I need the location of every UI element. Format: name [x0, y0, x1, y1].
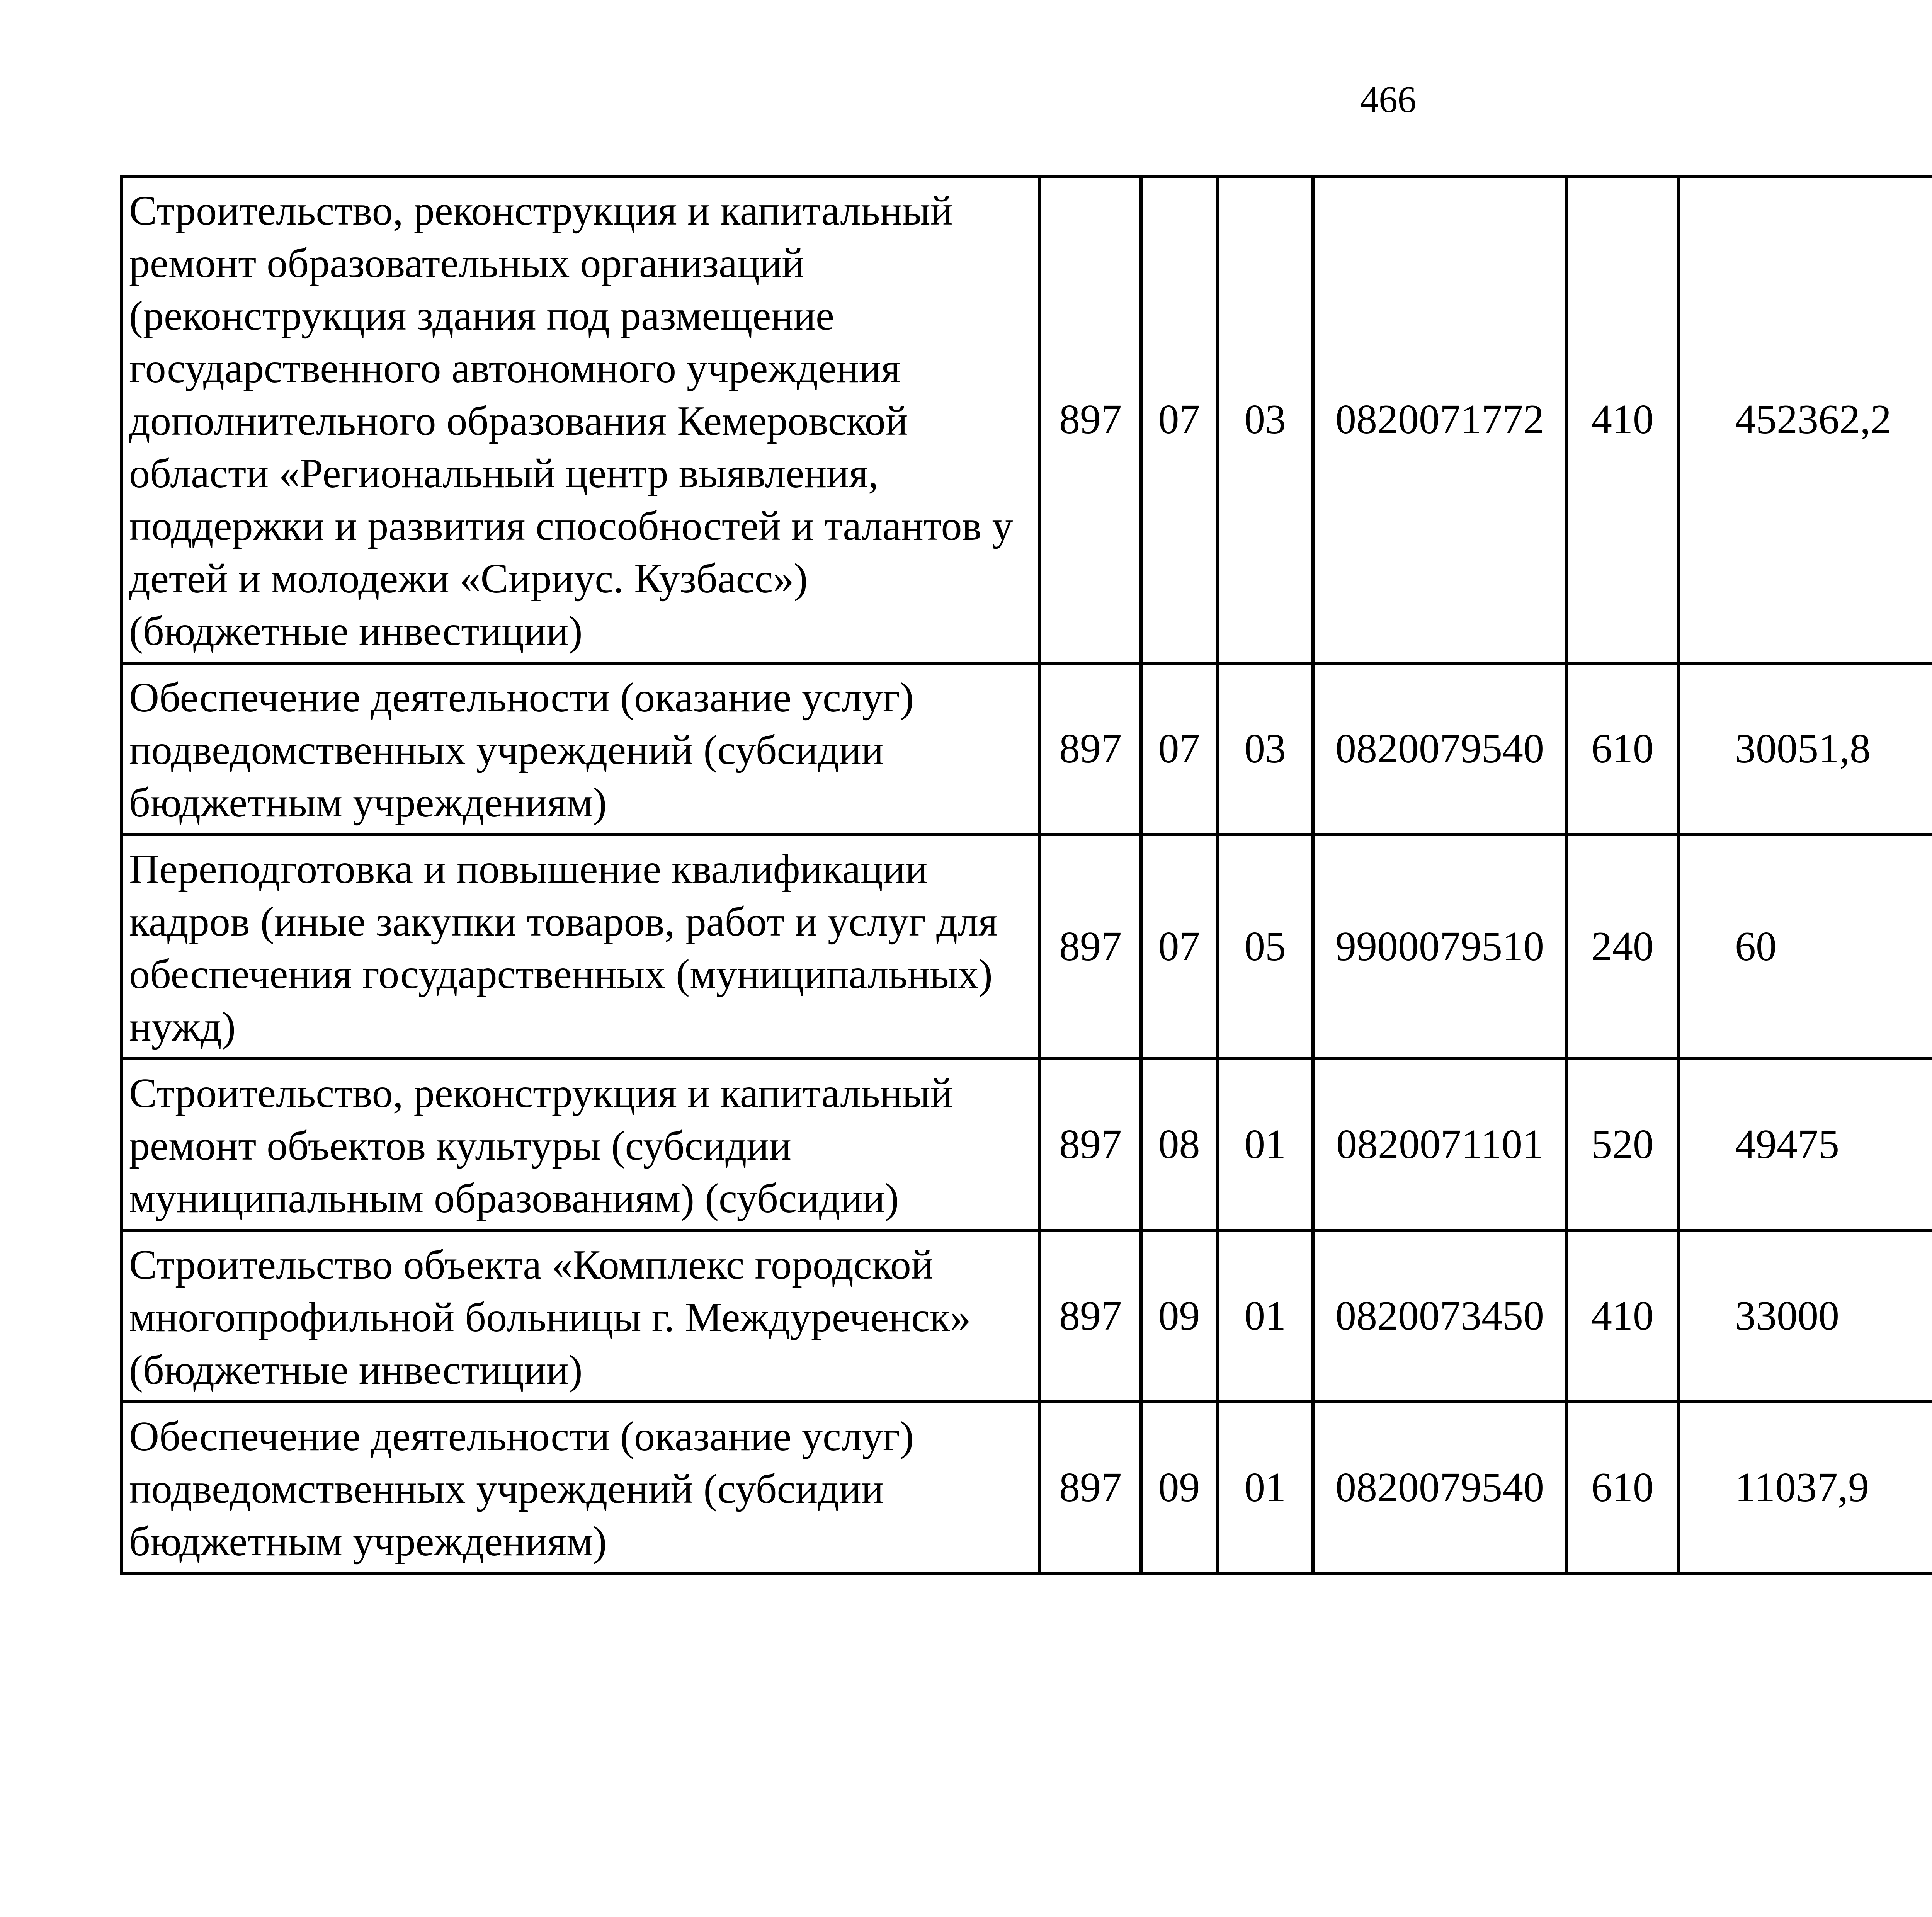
ministry-code: 897 — [1040, 176, 1141, 663]
amount-year-1: 60 — [1679, 835, 1932, 1059]
subsection-code: 03 — [1217, 663, 1313, 835]
section-code: 07 — [1141, 835, 1217, 1059]
target-item-code: 0820079540 — [1313, 663, 1566, 835]
table-row — [121, 835, 1932, 1059]
section-code: 07 — [1141, 176, 1217, 663]
ministry-code: 897 — [1040, 835, 1141, 1059]
subsection-code: 01 — [1217, 1059, 1313, 1230]
ministry-code: 897 — [1040, 1402, 1141, 1573]
target-item-code: 9900079510 — [1313, 835, 1566, 1059]
table-row — [121, 1059, 1932, 1230]
amount-year-1: 452362,2 — [1679, 176, 1932, 663]
expense-type-code: 410 — [1566, 1230, 1679, 1402]
expense-type-code: 240 — [1566, 835, 1679, 1059]
subsection-code: 05 — [1217, 835, 1313, 1059]
target-item-code: 0820079540 — [1313, 1402, 1566, 1573]
subsection-code: 01 — [1217, 1402, 1313, 1573]
target-item-code: 0820071101 — [1313, 1059, 1566, 1230]
expense-type-code: 410 — [1566, 176, 1679, 663]
amount-year-1: 30051,8 — [1679, 663, 1932, 835]
subsection-code: 03 — [1217, 176, 1313, 663]
subsection-code: 01 — [1217, 1230, 1313, 1402]
table-row — [121, 663, 1932, 835]
table-row — [121, 1230, 1932, 1402]
target-item-code: 0820073450 — [1313, 1230, 1566, 1402]
page-number: 466 — [1360, 79, 1417, 120]
section-code: 09 — [1141, 1402, 1217, 1573]
expense-description: Строительство объекта «Комплекс городской многопрофильной больницы г. Междуреченск» (бюджетные инвестиции) — [121, 1230, 1040, 1402]
table-row — [121, 176, 1932, 663]
ministry-code: 897 — [1040, 1059, 1141, 1230]
amount-year-1: 33000 — [1679, 1230, 1932, 1402]
target-item-code: 0820071772 — [1313, 176, 1566, 663]
expense-type-code: 520 — [1566, 1059, 1679, 1230]
expense-description: Строительство, реконструкция и капитальный ремонт образовательных организаций (реконструкция здания под размещение государственного автономного учреждения дополнительного образования Кемеровской области «Региональный центр выявления, поддержки и развития способностей и талантов у детей и молодежи «Сириус. Кузбасс») (бюджетные инвестиции) — [121, 176, 1040, 663]
expense-type-code: 610 — [1566, 1402, 1679, 1573]
expense-description: Строительство, реконструкция и капитальный ремонт объектов культуры (субсидии муниципальным образованиям) (субсидии) — [121, 1059, 1040, 1230]
expense-description: Обеспечение деятельности (оказание услуг) подведомственных учреждений (субсидии бюджетным учреждениям) — [121, 663, 1040, 835]
amount-year-1: 11037,9 — [1679, 1402, 1932, 1573]
section-code: 07 — [1141, 663, 1217, 835]
budget-table — [120, 175, 1932, 1575]
table-row — [121, 1402, 1932, 1573]
expense-description: Переподготовка и повышение квалификации кадров (иные закупки товаров, работ и услуг для обеспечения государственных (муниципальных) нужд) — [121, 835, 1040, 1059]
section-code: 08 — [1141, 1059, 1217, 1230]
ministry-code: 897 — [1040, 663, 1141, 835]
amount-year-1: 49475 — [1679, 1059, 1932, 1230]
ministry-code: 897 — [1040, 1230, 1141, 1402]
expense-description: Обеспечение деятельности (оказание услуг) подведомственных учреждений (субсидии бюджетным учреждениям) — [121, 1402, 1040, 1573]
expense-type-code: 610 — [1566, 663, 1679, 835]
section-code: 09 — [1141, 1230, 1217, 1402]
